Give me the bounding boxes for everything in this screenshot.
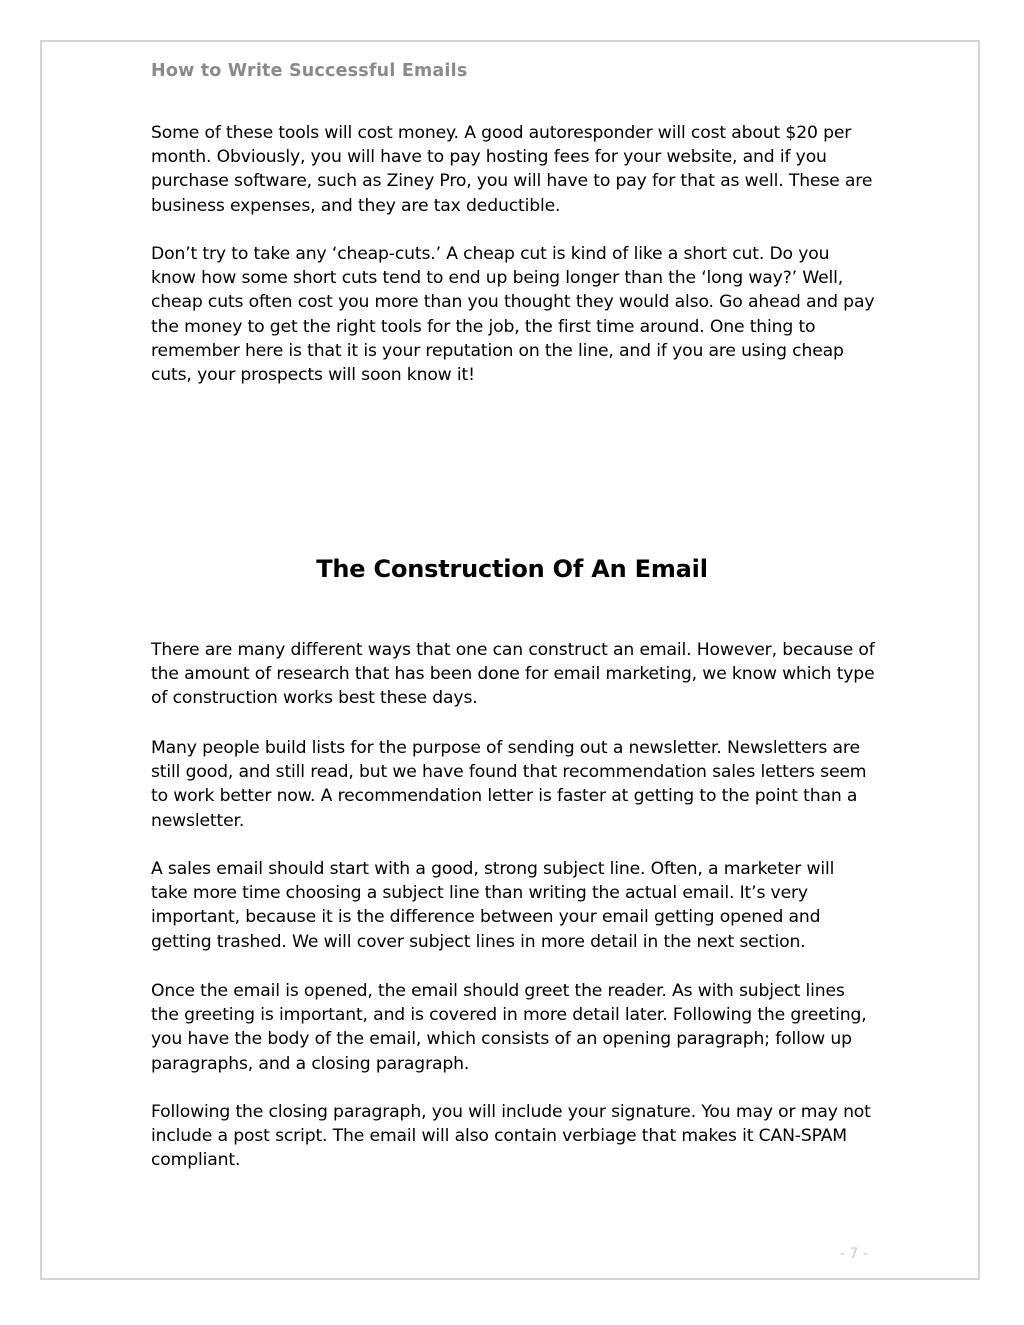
- paragraph-cheap-cuts: Don’t try to take any ‘cheap-cuts.’ A cheap cut is kind of like a short cut. Do you know how some short cuts tend to end up being longer than the ‘long way?’ Well, cheap cuts often cost you more than you thought they would also. Go ahead and pay the money to get the right tools for the job, the first time around. One thing to remember here is that it is your reputation on the line, and if you are using cheap cuts, your prospects will soon know it!: [151, 244, 875, 386]
- paragraph-signature: Following the closing paragraph, you will include your signature. You may or may not include a post script. The email will also contain verbiage that makes it CAN-SPAM compliant.: [151, 1102, 871, 1171]
- paragraph-subject-line: A sales email should start with a good, strong subject line. Often, a marketer will take more time choosing a subject line than writing the actual email. It’s very important, because it is the difference between your email getting opened and getting trashed. We will cover subject lines in more detail in the next section.: [151, 859, 835, 952]
- paragraph-tools-cost: Some of these tools will cost money. A good autoresponder will cost about $20 per month. Obviously, you will have to pay hosting fees for your website, and if you purchase software, such as Ziney Pro, you will have to pay for that as well. These are business expenses, and they are tax deductible.: [151, 123, 873, 216]
- paragraph-newsletters: Many people build lists for the purpose of sending out a newsletter. Newsletters are still good, and still read, but we have found that recommendation sales letters seem to work better now. A recommendation letter is faster at getting to the point than a newsletter.: [151, 738, 867, 831]
- running-header: How to Write Successful Emails: [151, 61, 468, 81]
- page-number: - 7 -: [840, 1246, 868, 1262]
- paragraph-greeting: Once the email is opened, the email should greet the reader. As with subject lines the greeting is important, and is covered in more detail later. Following the greeting, you have the body of the email, which consists of an opening paragraph; follow up paragraphs, and a closing paragraph.: [151, 981, 867, 1074]
- paragraph-construction-intro: There are many different ways that one can construct an email. However, because of the amount of research that has been done for email marketing, we know which type of construction works best these days.: [151, 640, 875, 709]
- section-heading: The Construction Of An Email: [316, 555, 708, 583]
